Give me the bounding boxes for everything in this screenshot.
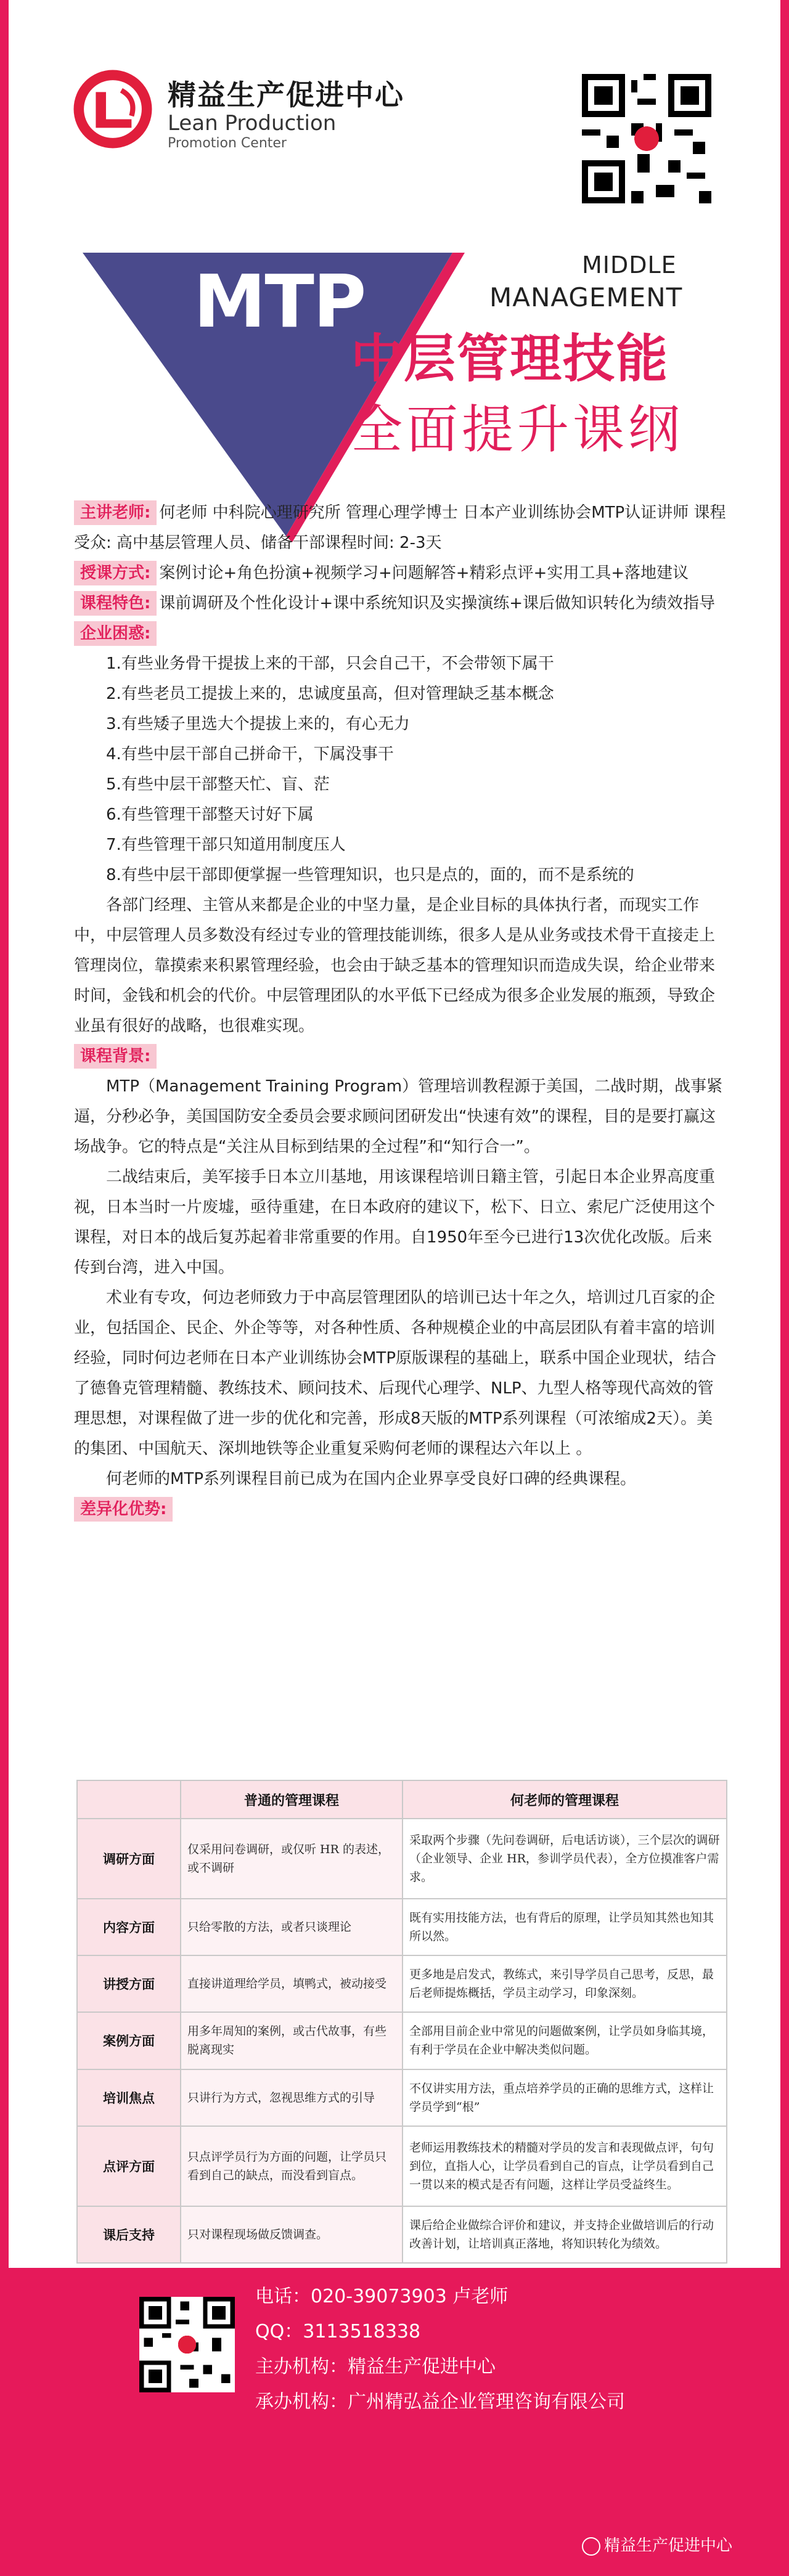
background-paragraph: 何老师的MTP系列课程目前已成为在国内企业界享受良好口碑的经典课程。 — [106, 1470, 636, 1488]
middle-label: MIDDLE — [582, 251, 677, 279]
table-cell: 只对课程现场做反馈调查。 — [181, 2206, 403, 2263]
table-cell: 不仅讲实用方法，重点培养学员的正确的思维方式，这样让学员学到“根” — [403, 2069, 727, 2126]
table-corner — [77, 1780, 181, 1819]
poster-card — [9, 0, 780, 2268]
page-subtitle: 全面提升课纲 — [351, 399, 684, 460]
list-item: 8.有些中层干部即便掌握一些管理知识，也只是点的，面的，而不是系统的 — [106, 866, 634, 884]
contact-info — [255, 2279, 625, 2419]
lecturer-text: 何老师 中科院心理研究所 管理心理学博士 日本产业训练协会MTP认证讲师 课程受众: 高中基层管理人员、储备干部课程时间: 2-3天 — [74, 503, 726, 552]
table-cell: 只点评学员行为方面的问题，让学员只看到自己的缺点，而没看到盲点。 — [181, 2126, 403, 2206]
method-block — [74, 558, 727, 589]
table-cell: 仅采用问卷调研，或仅听 HR 的表述，或不调研 — [181, 1819, 403, 1899]
organizer-organization: 承办机构：广州精弘益企业管理咨询有限公司 — [255, 2391, 625, 2413]
management-label: MANAGEMENT — [489, 282, 683, 312]
qr-code-icon — [139, 2297, 235, 2392]
advantages-heading — [74, 1494, 727, 1525]
brand-name-en: Lean Production — [168, 111, 337, 136]
brand-subname-en: Promotion Center — [168, 136, 287, 151]
list-item: 1.有些业务骨干提拔上来的干部，只会自己干，不会带领下属干 — [106, 654, 554, 673]
page-title: 中层管理技能 — [351, 328, 669, 389]
table-cell: 只给零散的方法，或者只谈理论 — [181, 1899, 403, 1955]
method-text: 案例讨论+角色扮演+视频学习+问题解答+精彩点评+实用工具+落地建议 — [159, 564, 689, 582]
course-content — [74, 498, 727, 1525]
table-cell: 只讲行为方式，忽视思维方式的引导 — [181, 2069, 403, 2126]
troubles-heading — [74, 619, 727, 649]
qr-code-icon — [582, 74, 711, 203]
mtp-title: MTP — [194, 259, 366, 344]
table-cell: 老师运用教练技术的精髓对学员的发言和表现做点评，句句到位，直指人心，让学员看到自己的盲点，让学员看到自己一贯以来的模式是否有问题，这样让学员受益终生。 — [403, 2126, 727, 2206]
background-heading — [74, 1041, 727, 1072]
row-header: 点评方面 — [77, 2126, 181, 2206]
lecturer-label: 主讲老师: — [74, 500, 157, 525]
column-header-he: 何老师的管理课程 — [403, 1780, 727, 1819]
list-item: 6.有些管理干部整天讨好下属 — [106, 805, 314, 824]
feature-block — [74, 589, 727, 619]
table-row — [77, 2206, 727, 2263]
brand-logo — [70, 67, 155, 152]
list-item: 5.有些中层干部整天忙、盲、茫 — [106, 775, 330, 794]
table-row — [77, 2069, 727, 2126]
list-item: 3.有些矮子里选大个提拔上来的，有心无力 — [106, 715, 410, 733]
wechat-icon — [582, 2537, 600, 2556]
background-paragraph: 二战结束后，美军接手日本立川基地，用该课程培训日籍主管，引起日本企业界高度重视，日本当时一片废墟，亟待重建，在日本政府的建议下，松下、日立、索尼广泛使用这个课程，对日本的战后复苏起着非常重要的作用。自1950年至今已进行13次优化改版。后来传到台湾，进入中国。 — [74, 1168, 716, 1277]
feature-text: 课前调研及个性化设计+课中系统知识及实操演练+课后做知识转化为绩效指导 — [159, 594, 715, 613]
row-header: 内容方面 — [77, 1899, 181, 1955]
table-row — [77, 2126, 727, 2206]
table-cell: 用多年周知的案例，或古代故事，有些脱离现实 — [181, 2012, 403, 2069]
background-paragraph: 术业有专攻，何边老师致力于中高层管理团队的培训已达十年之久，培训过几百家的企业，包括国企、民企、外企等等，对各种性质、各种规模企业的中高层团队有着丰富的培训经验，同时何边老师在日本产业训练协会MTP原版课程的基础上，联系中国企业现状，结合了德鲁克管理精髓、教练技术、顾问技术、后现代心理学、NLP、九型人格等现代高效的管理思想，对课程做了进一步的优化和完善，形成8天版的MTP系列课程（可浓缩成2天）。美的集团、中国航天、深圳地铁等企业重复采购何老师的课程达六年以上 。 — [74, 1289, 716, 1458]
table-row — [77, 1819, 727, 1899]
table-cell: 课后给企业做综合评价和建议，并支持企业做培训后的行动改善计划，让培训真正落地，将知识转化为绩效。 — [403, 2206, 727, 2263]
list-item: 4.有些中层干部自己拼命干，下属没事干 — [106, 745, 394, 764]
row-header: 培训焦点 — [77, 2069, 181, 2126]
table-row — [77, 1899, 727, 1955]
list-item: 2.有些老员工提拔上来的，忠诚度虽高，但对管理缺乏基本概念 — [106, 685, 554, 703]
contact-phone: 电话：020-39073903 卢老师 — [255, 2286, 509, 2307]
row-header: 讲授方面 — [77, 1955, 181, 2012]
row-header: 课后支持 — [77, 2206, 181, 2263]
advantages-label: 差异化优势: — [74, 1497, 173, 1522]
row-header: 调研方面 — [77, 1819, 181, 1899]
watermark-text: 精益生产促进中心 — [604, 2537, 733, 2555]
row-header: 案例方面 — [77, 2012, 181, 2069]
table-cell: 更多地是启发式，教练式，来引导学员自己思考，反思，最后老师提炼概括，学员主动学习，印象深刻。 — [403, 1955, 727, 2012]
list-item: 7.有些管理干部只知道用制度压人 — [106, 836, 346, 854]
table-cell: 采取两个步骤（先问卷调研，后电话访谈），三个层次的调研（企业领导、企业 HR，参训学员代表），全方位摸准客户需求。 — [403, 1819, 727, 1899]
table-cell: 全部用目前企业中常见的问题做案例，让学员如身临其境，有利于学员在企业中解决类似问题。 — [403, 2012, 727, 2069]
table-row — [77, 2012, 727, 2069]
background-label: 课程背景: — [74, 1044, 157, 1069]
comparison-table — [76, 1780, 727, 2264]
troubles-label: 企业困惑: — [74, 621, 157, 646]
table-row — [77, 1955, 727, 2012]
table-cell: 既有实用技能方法，也有背后的原理，让学员知其然也知其所以然。 — [403, 1899, 727, 1955]
poster — [9, 0, 780, 2576]
background-paragraph: MTP（Management Training Program）管理培训教程源于美国，二战时期，战事紧逼，分秒必争，美国国防安全委员会要求顾问团研发出“快速有效”的课程，目的是要打赢这场战争。它的特点是“关注从目标到结果的全过程”和“知行合一”。 — [74, 1077, 723, 1156]
table-header-row — [77, 1780, 727, 1819]
table-cell: 直接讲道理给学员，填鸭式，被动接受 — [181, 1955, 403, 2012]
method-label: 授课方式: — [74, 561, 157, 585]
host-organization: 主办机构：精益生产促进中心 — [255, 2356, 496, 2378]
contact-qq: QQ：3113518338 — [255, 2321, 421, 2342]
column-header-common: 普通的管理课程 — [181, 1780, 403, 1819]
brand-name-cn: 精益生产促进中心 — [168, 78, 404, 112]
troubles-summary: 各部门经理、主管从来都是企业的中坚力量，是企业目标的具体执行者，而现实工作中，中层管理人员多数没有经过专业的管理技能训练，很多人是从业务或技术骨干直接走上管理岗位，靠摸索来积累管理经验，也会由于缺乏基本的管理知识而造成失误，给企业带来时间，金钱和机会的代价。中层管理团队的水平低下已经成为很多企业发展的瓶颈，导致企业虽有很好的战略，也很难实现。 — [74, 896, 716, 1035]
watermark — [582, 2533, 732, 2556]
feature-label: 课程特色: — [74, 591, 157, 616]
lecturer-block — [74, 498, 727, 558]
